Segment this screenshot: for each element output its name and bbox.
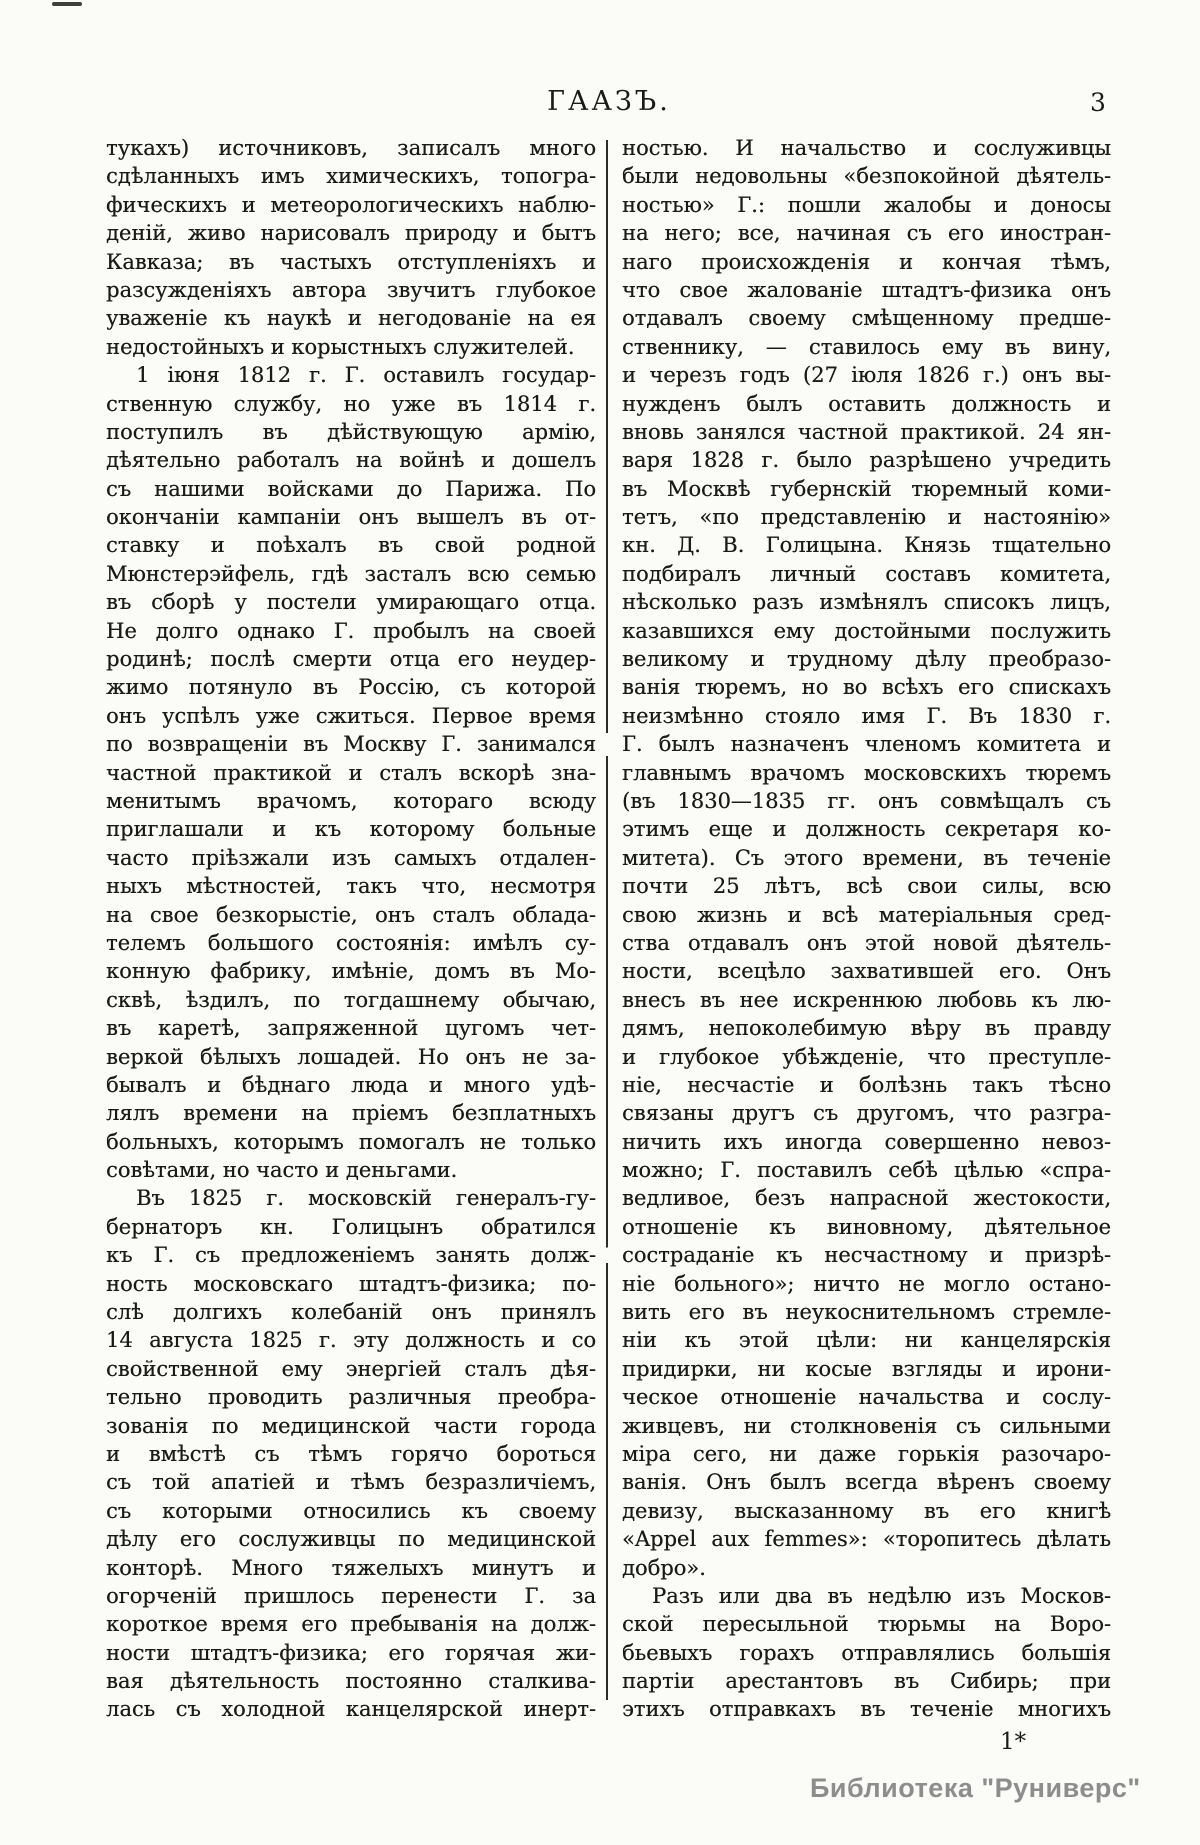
text-line: съ той апатіей и тѣмъ безразличіемъ, [106,1470,596,1495]
text-line: дѣлу его сослуживцы по медицинской [106,1527,596,1552]
page-number: 3 [1090,88,1106,117]
text-line: Разъ или два въ недѣлю изъ Москов- [652,1583,1111,1608]
text-line: съ нашими войсками до Парижа. По [106,476,596,501]
text-line: частной практикой и сталъ вскорѣ зна- [106,760,596,785]
text-line: на свое безкорыстіе, онъ сталъ облада- [106,902,596,927]
text-line: деній, живо нарисовалъ природу и бытъ [106,221,596,246]
text-line: нѣсколько разъ измѣнялъ списокъ лицъ, [622,590,1111,615]
text-line: фическихъ и метеорологическихъ наблю- [106,192,596,217]
text-line: Въ 1825 г. московскій генералъ-гу- [136,1186,596,1211]
text-line: отдавалъ своему смѣщенному предше- [622,306,1111,331]
text-line: приглашали и къ которому больные [106,817,596,842]
text-line: можно; Г. поставилъ себѣ цѣлью «спра- [622,1158,1111,1183]
text-line: конторѣ. Много тяжелыхъ минутъ и [106,1555,596,1580]
text-line: 14 августа 1825 г. эту должность и со [106,1328,596,1353]
text-line: и вмѣстѣ съ тѣмъ горячо бороться [106,1441,596,1466]
text-line: на него; все, начиная съ его иностран- [622,221,1111,246]
text-line: 1 іюня 1812 г. Г. оставилъ государ- [136,363,596,388]
text-line: Не долго однако Г. пробылъ на своей [106,618,596,643]
text-line: ностью. И начальство и сослуживцы [622,136,1111,160]
text-line: Мюнстерэйфель, гдѣ засталъ всю семью [106,561,596,586]
text-line: тельно проводить различныя преобра- [106,1385,596,1410]
text-line: дѣятельно работалъ на войнѣ и дошелъ [106,448,596,473]
column-divider-rule [606,140,608,1700]
text-line: этимъ еще и должность секретаря ко- [622,817,1111,842]
text-line: съ которыми относились къ своему [106,1498,596,1523]
text-line: онъ успѣлъ уже сжиться. Первое время [106,703,596,728]
text-line: ставку и поѣхалъ въ свой родной [106,533,596,558]
text-line: свою жизнь и всѣ матеріальныя сред- [622,902,1111,927]
text-line: ностью» Г.: пошли жалобы и доносы [622,192,1111,217]
text-line: и черезъ годъ (27 іюля 1826 г.) онъ вы- [622,363,1111,388]
text-line: конную фабрику, имѣніе, домъ въ Мо- [106,959,596,984]
text-line: Кавказа; въ частыхъ отступленіяхъ и [106,249,596,274]
signature-mark: 1* [1000,1729,1027,1755]
text-line: міра сего, ни даже горькія разочаро- [622,1441,1111,1466]
text-line: бывалъ и бѣднаго люда и много удѣ- [106,1072,596,1097]
text-line: тукахъ) источниковъ, записалъ много [106,136,596,160]
running-head-title: ГААЗЪ. [547,86,671,117]
library-watermark: Библиотека "Руниверс" [810,1773,1141,1803]
text-line: ческое отношеніе начальства и сослу- [622,1385,1111,1410]
text-line: (въ 1830—1835 гг. онъ совмѣщалъ съ [622,788,1111,813]
text-line: были недовольны «безпокойной дѣятель- [622,164,1111,189]
text-line: лась съ холодной канцелярской инерт- [106,1697,596,1722]
column-left [106,134,596,1724]
text-line: этихъ отправкахъ въ теченіе многихъ [622,1697,1111,1722]
text-line: совѣтами, но часто и деньгами. [106,1158,458,1183]
text-line: дямъ, непоколебимую вѣру въ правду [622,1016,1111,1041]
text-line: ванія. Онъ былъ всегда вѣренъ своему [622,1470,1111,1495]
text-line: больныхъ, которымъ помогалъ не только [106,1129,596,1154]
text-line: «Appel aux femmes»: «торопитесь дѣлать [622,1527,1111,1552]
text-line: что свое жалованіе штадтъ-физика онъ [622,277,1111,302]
text-line: лялъ времени на пріемъ безплатныхъ [106,1101,596,1126]
text-line: короткое время его пребыванія на долж- [106,1612,596,1637]
text-line: веркой бѣлыхъ лошадей. Но онъ не за- [106,1044,596,1069]
text-line: разсужденіяхъ автора звучитъ глубокое [106,277,596,302]
text-line: ности штадтъ-физика; его горячая жи- [106,1640,596,1665]
text-line: поступилъ въ дѣйствующую армію, [106,419,596,444]
text-line: великому и трудному дѣлу преобразо- [622,647,1111,672]
text-line: варя 1828 г. было разрѣшено учредить [622,448,1111,473]
text-line: родинѣ; послѣ смерти отца его неудер- [106,647,596,672]
text-line: окончаніи кампаніи онъ вышелъ въ от- [106,505,596,530]
text-line: живцевъ, ни столкновенія съ сильными [622,1413,1111,1438]
text-line: отношеніе къ виновному, дѣятельное [622,1214,1111,1239]
column-right [622,134,1111,1724]
text-line: къ Г. съ предложеніемъ занять долж- [106,1243,596,1268]
text-line: главнымъ врачомъ московскихъ тюремъ [622,760,1111,785]
text-line: почти 25 лѣтъ, всѣ свои силы, всю [622,874,1111,899]
text-line: вить его въ неукоснительномъ стремле- [622,1300,1111,1325]
text-line: подбиралъ личный составъ комитета, [622,561,1111,586]
text-line: въ Москвѣ губернскій тюремный коми- [622,476,1111,501]
text-line: ности, всецѣло захватившей его. Онъ [622,959,1111,984]
text-line: тетъ, «по представленію и настоянію» [622,505,1111,530]
text-line: ніе, несчастіе и болѣзнь такъ тѣсно [622,1072,1111,1097]
text-line: неизмѣнно стояло имя Г. Въ 1830 г. [622,703,1111,728]
text-line: ничить ихъ иногда совершенно невоз- [622,1129,1111,1154]
text-line: зованія по медицинской части города [106,1413,596,1438]
text-line: менитымъ врачомъ, котораго всюду [106,788,596,813]
text-line: кн. Д. В. Голицына. Князь тщательно [622,533,1111,558]
text-line: недостойныхъ и корыстныхъ служителей. [106,334,575,359]
text-line: уваженіе къ наукѣ и негодованіе на ея [106,306,596,331]
text-line: митета). Съ этого времени, въ теченіе [622,845,1111,870]
text-line: въ каретѣ, запряженной цугомъ чет- [106,1016,596,1041]
text-line: добро». [622,1555,706,1580]
text-line: нужденъ былъ оставить должность и [622,391,1111,416]
text-line: ніи къ этой цѣли: ни канцелярскія [622,1328,1111,1353]
text-line: ванія тюремъ, но во всѣхъ его спискахъ [622,675,1111,700]
text-line: сквѣ, ѣздилъ, по тогдашнему обычаю, [106,987,596,1012]
text-line: казавшихся ему достойными послужить [622,618,1111,643]
text-line: ведливое, безъ напрасной жестокости, [622,1186,1111,1211]
text-line: ской пересыльной тюрьмы на Воро- [622,1612,1111,1637]
text-line: ственнику, — ставилось ему въ вину, [622,334,1111,359]
text-line: вновь занялся частной практикой. 24 ян- [622,419,1111,444]
text-line: свойственной ему энергіей сталъ дѣя- [106,1356,596,1381]
text-line: огорченій пришлось перенести Г. за [106,1583,596,1608]
text-line: наго происхожденія и кончая тѣмъ, [622,249,1111,274]
text-line: ніе больного»; ничто не могло остано- [622,1271,1111,1296]
text-line: ность московскаго штадтъ-физика; по- [106,1271,596,1296]
text-line: и глубокое убѣжденіе, что преступле- [622,1044,1111,1069]
text-line: слѣ долгихъ колебаній онъ принялъ [106,1300,596,1325]
text-line: часто пріѣзжали изъ самыхъ отдален- [106,845,596,870]
text-line: ныхъ мѣстностей, такъ что, несмотря [106,874,596,899]
text-line: связаны другъ съ другомъ, что разгра- [622,1101,1111,1126]
text-line: придирки, ни косые взгляды и ирони- [622,1356,1111,1381]
text-line: Г. былъ назначенъ членомъ комитета и [622,732,1111,757]
text-line: внесъ въ нее искреннюю любовь къ лю- [622,987,1111,1012]
text-line: вая дѣятельность постоянно сталкива- [106,1669,596,1694]
scan-artifact-speck [52,2,82,6]
text-line: телемъ большого состоянія: имѣлъ су- [106,930,596,955]
text-line: ства отдавалъ онъ этой новой дѣятель- [622,930,1111,955]
text-line: ственную службу, но уже въ 1814 г. [106,391,596,416]
text-line: состраданіе къ несчастному и призрѣ- [622,1243,1111,1268]
text-line: бернаторъ кн. Голицынъ обратился [106,1214,596,1239]
text-line: въ сборѣ у постели умирающаго отца. [106,590,596,615]
text-line: девизу, высказанному въ его книгѣ [622,1498,1111,1523]
text-line: жимо потянуло въ Россію, съ которой [106,675,596,700]
text-line: сдѣланныхъ имъ химическихъ, топогра- [106,164,596,189]
text-line: по возвращеніи въ Москву Г. занимался [106,732,596,757]
text-line: партіи арестантовъ въ Сибирь; при [622,1669,1111,1694]
text-line: бьевыхъ горахъ отправлялись большія [622,1640,1111,1665]
